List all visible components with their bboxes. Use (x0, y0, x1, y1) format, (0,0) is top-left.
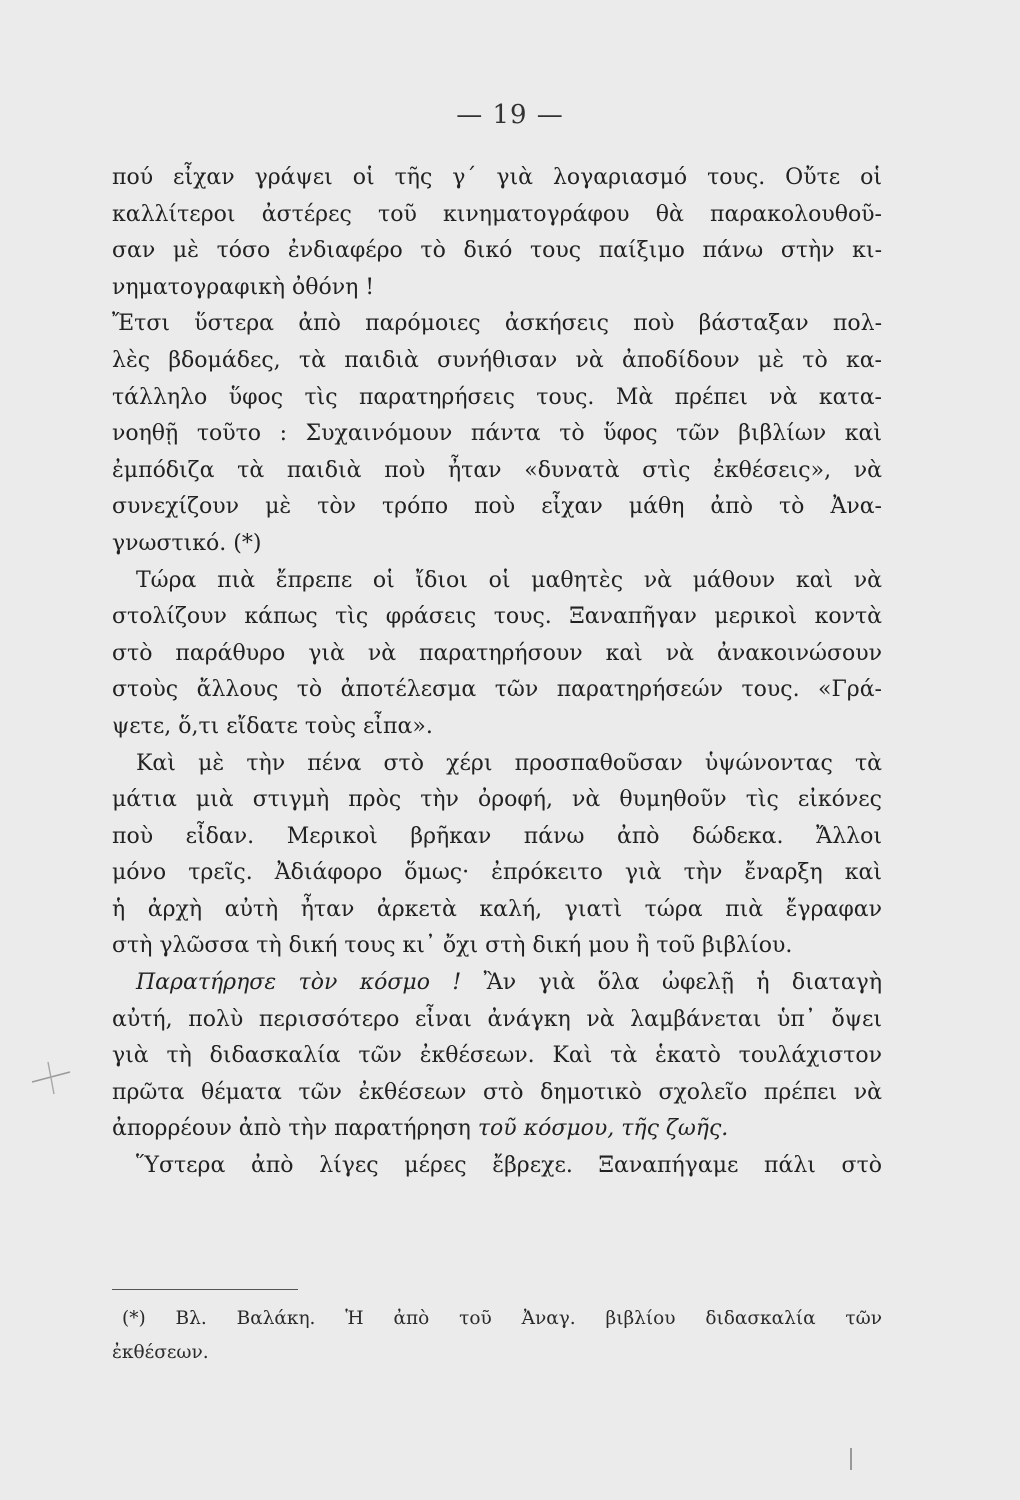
italic-phrase: τοῦ κόσμου, τῆς ζωῆς. (477, 1116, 729, 1142)
text-line: Καὶ μὲ τὴν πένα στὸ χέρι προσπαθοῦσαν ὑψώνοντας τὰ (136, 750, 882, 776)
text-line: καλλίτεροι ἀστέρες τοῦ κινηματογράφου θὰ παρακολουθοῦ- (112, 201, 882, 227)
text-line: στολίζουν κάπως τὶς φράσεις τους. Ξαναπῆγαν μερικοὶ κοντὰ (112, 604, 882, 630)
text-line: στοὺς ἄλλους τὸ ἀποτέλεσμα τῶν παρατηρήσεών τους. «Γρά- (112, 677, 882, 703)
body-text (112, 160, 882, 1185)
text-line (112, 1111, 882, 1148)
text-line: συνεχίζουν μὲ τὸν τρόπο ποὺ εἶχαν μάθη ἀπὸ τὸ Ἀνα- (112, 494, 882, 520)
text-line: τάλληλο ὕφος τὶς παρατηρήσεις τους. Μὰ πρέπει νὰ κατα- (112, 384, 882, 410)
footnote (112, 1302, 882, 1370)
text-line: ποὺ εἶδαν. Μερικοὶ βρῆκαν πάνω ἀπὸ δώδεκα. Ἄλλοι (112, 823, 882, 849)
text-line: ἐμπόδιζα τὰ παιδιὰ ποὺ ἦταν «δυνατὰ στὶς ἐκθέσεις», νὰ (112, 457, 882, 483)
footnote-divider (112, 1289, 298, 1290)
footnote-line: (*) Βλ. Βαλάκη. Ἡ ἀπὸ τοῦ Ἀναγ. βιβλίου διδασκαλία τῶν (122, 1308, 882, 1329)
text-line: στὸ παράθυρο γιὰ νὰ παρατηρήσουν καὶ νὰ ἀνακοινώσουν (112, 640, 882, 666)
text-line: στὴ γλῶσσα τὴ δική τους κι᾿ ὄχι στὴ δική μου ἢ τοῦ βιβλίου. (112, 933, 793, 959)
text-line: πού εἶχαν γράψει οἱ τῆς γ΄ γιὰ λογαριασμό τους. Οὔτε οἱ (112, 165, 882, 190)
text-line: πρῶτα θέματα τῶν ἐκθέσεων στὸ δημοτικὸ σχολεῖο πρέπει νὰ (112, 1079, 882, 1105)
pencil-cross-icon (26, 1052, 74, 1100)
text-line: Τώρα πιὰ ἔπρεπε οἱ ἴδιοι οἱ μαθητὲς νὰ μάθουν καὶ νὰ (136, 567, 882, 593)
text-line: νηματογραφικὴ ὀθόνη ! (112, 274, 375, 300)
text-line: Ὕστερα ἀπὸ λίγες μέρες ἔβρεχε. Ξαναπήγαμε πάλι στὸ (136, 1153, 882, 1179)
text-line: μόνο τρεῖς. Ἀδιάφορο ὅμως· ἐπρόκειτο γιὰ τὴν ἔναρξη καὶ (112, 860, 882, 886)
text-line: ψετε, ὅ,τι εἴδατε τοὺς εἶπα». (112, 713, 433, 739)
text-fragment: ἀπορρέουν ἀπὸ τὴν παρατήρηση (112, 1116, 478, 1142)
footnote-line: ἐκθέσεων. (112, 1342, 209, 1363)
text-line: γιὰ τὴ διδασκαλία τῶν ἐκθέσεων. Καὶ τὰ ἑκατὸ τουλάχιστον (112, 1043, 882, 1069)
text-line (112, 965, 882, 1002)
text-line: ἡ ἀρχὴ αὐτὴ ἦταν ἀρκετὰ καλή, γιατὶ τώρα πιὰ ἔγραφαν (112, 896, 882, 922)
text-line: μάτια μιὰ στιγμὴ πρὸς τὴν ὀροφή, νὰ θυμηθοῦν τὶς εἰκόνες (112, 787, 882, 813)
text-line: αὐτή, πολὺ περισσότερο εἶναι ἀνάγκη νὰ λαμβάνεται ὑπ᾿ ὄψει (112, 1006, 882, 1032)
page-number: — 19 — (456, 100, 564, 130)
text-line: Ἔτσι ὕστερα ἀπὸ παρόμοιες ἀσκήσεις ποὺ βάσταξαν πολ- (112, 311, 882, 337)
text-line: γνωστικό. (*) (112, 530, 262, 556)
text-fragment: Ἂν γιὰ ὅλα ὠφελῇ ἡ διαταγὴ (461, 970, 882, 996)
text-line: σαν μὲ τόσο ἐνδιαφέρο τὸ δικό τους παίξιμο πάνω στὴν κι- (112, 238, 882, 264)
italic-heading: Παρατήρησε τὸν κόσμο ! (136, 970, 462, 996)
text-line: λὲς βδομάδες, τὰ παιδιὰ συνήθισαν νὰ ἀποδίδουν μὲ τὸ κα- (112, 347, 882, 373)
text-line: νοηθῇ τοῦτο : Συχαινόμουν πάντα τὸ ὕφος τῶν βιβλίων καὶ (112, 421, 882, 447)
margin-mark (850, 1448, 852, 1470)
